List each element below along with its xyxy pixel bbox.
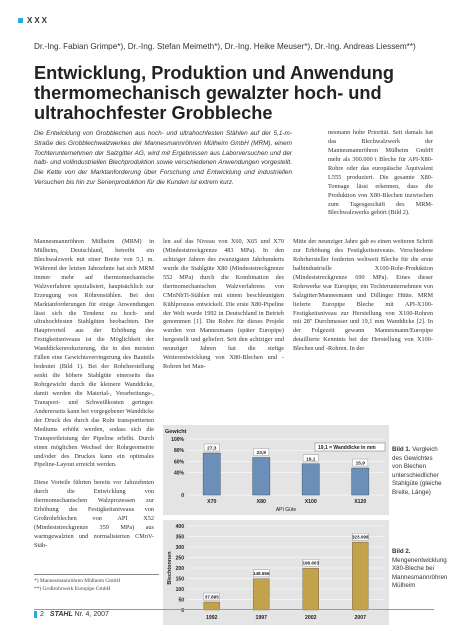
data-label: 23,9 — [256, 450, 266, 456]
y-tick-label: 0 — [181, 608, 184, 614]
x-tick-label: 1997 — [255, 615, 268, 621]
figure-1-caption: Bild 1. Vergleich des Gewichtes von Blechen unterschiedlicher Stahlgüte (gleiche Breite, Länge) — [392, 446, 442, 496]
authors: Dr.-Ing. Fabian Grimpe*), Dr.-Ing. Stefan Meimeth*), Dr.-Ing. Heike Meuser*), Dr.-Ing. Andreas Liessem**) — [34, 42, 416, 51]
y-tick-label: 50 — [178, 597, 184, 604]
y-tick-label: 400 — [175, 524, 184, 530]
caption-label: Bild 1. — [392, 446, 411, 453]
body-column-3 — [293, 238, 433, 354]
bar — [303, 568, 319, 610]
y-axis-title: Blechtonnen — [167, 551, 173, 585]
y-tick-label: 40% — [173, 470, 184, 477]
bar — [352, 468, 369, 495]
data-label: 323.098 — [351, 534, 369, 540]
x-axis-title: API Güte — [275, 507, 297, 513]
bar — [253, 457, 270, 495]
bar — [253, 579, 269, 610]
caption-label: Bild 2. — [392, 548, 411, 555]
abstract-right-text: nesmann hohe Priorität. Seit damals hat das Blechwalzwerk der Mannesmannröhren Mülheim GmbH mehr als 300.000 t Bleche für API-X80-Rohre oder das europäische Äquivalent L555 produziert. Die gesamte X80-Tonnage lässt erkennen, dass die Produktion von X80-Blechen inzwischen zum Tagesgeschäft des MRM-Blechwalzwerks gehört (Bild 2). — [328, 129, 433, 217]
section-marker-icon — [18, 18, 23, 23]
x-tick-label: 1992 — [205, 615, 218, 621]
data-label: 148.656 — [252, 571, 270, 577]
bar — [302, 464, 319, 495]
x-tick-label: X100 — [304, 499, 317, 505]
weight-comparison-chart — [163, 425, 389, 515]
body-paragraph: Mitte der neunziger Jahre gab es einen weiteren Schritt zur Erhöhung des Festigkeitsniveaus. Verschiedene Rohrhersteller forderten weltweit Bleche für die erste halbindustrielle X100-Rohr-Produktion (Mindeststreckgrenze 690 MPa). Eines dieser Rohrwerke war Europipe, ein Tochterunternehmen von Salzgitter/Mannesmann und Dillinger Hütte. MRM lieferte Europipe Bleche mit API-X100-Festigkeitsniveau zur Herstellung von X100-Rohren mit 28" Durchmesser und 19,1 mm Wanddicke [2]. In der Folgezeit gewann Mannesmann/Europipe detaillierte Kenntnis bei der Herstellung von X100-Blechen und -Rohren. In der — [293, 238, 433, 353]
footer-divider — [34, 609, 434, 610]
bar — [203, 453, 220, 495]
data-label: 15,9 — [355, 461, 365, 467]
body-paragraph: len auf das Niveau von X60, X65 und X70 (Mindeststreckgrenze 483 MPa). In den achtziger Jahren des zwanzigsten Jahrhunderts wurde die Stahlgüte X80 (Mindeststreckgrenze 552 MPa) durch die Kombination des thermomechanischen Walzverfahrens von CMnNbTi-Stählen mit einem beschleunigten Kühlprozess entwickelt. Die erste X80-Pipeline der Welt wurde 1992 in Deutschland in Betrieb genommen [1]. Die Rohre für dieses Projekt wurden von Mannesmann (später Europipe) hergestellt und geliefert. Seit den achtziger und neunziger Jahren hat die stetige Weiterentwicklung von X80-Blechen und -Rohren bei Man- — [163, 238, 284, 371]
bar — [352, 542, 368, 610]
x-tick-label: 2002 — [304, 615, 317, 621]
figure-1-chart — [163, 425, 389, 515]
x-tick-label: 2007 — [354, 615, 367, 621]
y-tick-label: 100 — [175, 587, 184, 593]
y-tick-label: 300 — [175, 545, 184, 551]
data-label: 19,1 — [306, 457, 316, 463]
x-tick-label: X80 — [256, 499, 266, 505]
footnote: *) Mannesmannröhren Mülheim GmbH — [34, 578, 121, 584]
y-tick-label: 80% — [173, 448, 184, 455]
figure-2-caption: Bild 2. Mengenentwicklung X80-Bleche bei Mannesmannröhren Mülheim — [392, 548, 448, 589]
y-tick-label: 250 — [175, 555, 184, 562]
y-tick-label: 60% — [173, 459, 184, 466]
y-tick-label: 150 — [175, 576, 184, 583]
journal-name: STAHL — [49, 611, 73, 618]
x-tick-label: X70 — [207, 499, 217, 505]
y-tick-label: 100% — [171, 437, 184, 443]
y-tick-label: 200 — [175, 566, 184, 572]
article-title: Entwicklung, Produktion und Anwendung thermomechanisch gewalzter hoch- und ultrahochfester Grobbleche — [34, 63, 395, 123]
body-paragraph: Diese Vorteile führten bereits vor Jahrzehnten durch die Entwicklung von thermomechanischen Walzprozessen zur Erhöhung des Festigkeitsniveaus von Großrohrblechen von API X52 (Mindeststreckgrenze 359 MPa) aus warmgewalzten und normalisierten CMnV-Stäh- — [34, 479, 154, 549]
data-label: 37.895 — [204, 594, 219, 600]
data-label: 27,3 — [207, 446, 217, 452]
footnote: **) Großrohrwerk Europipe GmbH — [34, 586, 111, 592]
annotation: 19,1 = Wanddicke in mm — [318, 445, 376, 451]
page-number: 2 — [34, 611, 44, 618]
y-axis-title: Gewicht — [165, 429, 187, 435]
data-label: 198.603 — [302, 560, 320, 566]
body-paragraph: Mannesmannröhren Mülheim (MRM) in Mülheim, Deutschland, betreibt ein Blechwalzwerk mit einer Breite von 5,1 m. Während der letzten Jahrzehnte hat sich MRM immer mehr auf thermomechanische Walzverfahren spezialisiert, hauptsächlich zur Erzeugung von Röhrenstählen. Bei den Marktanforderungen für einige Anwendungen lässt sich die Tendenz zu hoch- und ultrahochfesten Stahlgüten beobachten. Der Hauptvorteil aus der Erhöhung des Festigkeitsniveaus ist die Möglichkeit der Wanddickenreduzierung, die in den meisten Fällen eine Gewichtsverringerung des Bauteils bedeutet (Bild 1). Bei der Rohrherstellung senkt die höhere Stahlgüte einerseits das Rohrgewicht durch die kleinere Wanddicke, damit werden die Material-, Verarbeitungs-, Transport- und Schweißkosten geringer. Andererseits kann bei vorgegebener Wanddicke der Druck des durch das Rohr transportierten Mediums erhöht werden, sodass sich die Transportleistung der Pipeline erhöht. Durch einen möglichen Wechsel der Rohrgeometrie und/oder des Druckes kann ein optimales Pipeline-Layout erreicht werden. — [34, 238, 154, 469]
body-column-2 — [163, 238, 284, 372]
x-tick-label: X120 — [354, 499, 367, 505]
y-tick-label: 350 — [175, 534, 184, 541]
footnotes — [34, 574, 159, 593]
page-footer — [34, 611, 109, 618]
section-tag: XXX — [18, 16, 49, 25]
abstract: Die Entwicklung von Grobblechen aus hoch- und ultrahochfesten Stählen auf der 5,1-m-Straße des Grobblechwalzwerkes der Mannesmannröhren Mülheim GmbH (MRM), einem Tochterunternehmen der Salzgitter AG, wird mit Ergebnissen aus Laborversuchen und der halb- und vollindustriellen Blechproduktion sowie verschiedenen Anwendungen vorgestellt. Die Kette von der Marktanforderung über Forschung und Entwicklung und industriellen Versuchen bis hin zur Serienproduktion für die Kunden ist extrem kurz. — [34, 130, 292, 186]
body-column-1 — [34, 238, 154, 551]
y-tick-label: 0 — [181, 493, 184, 499]
journal-issue: Nr. 4, 2007 — [74, 611, 109, 618]
